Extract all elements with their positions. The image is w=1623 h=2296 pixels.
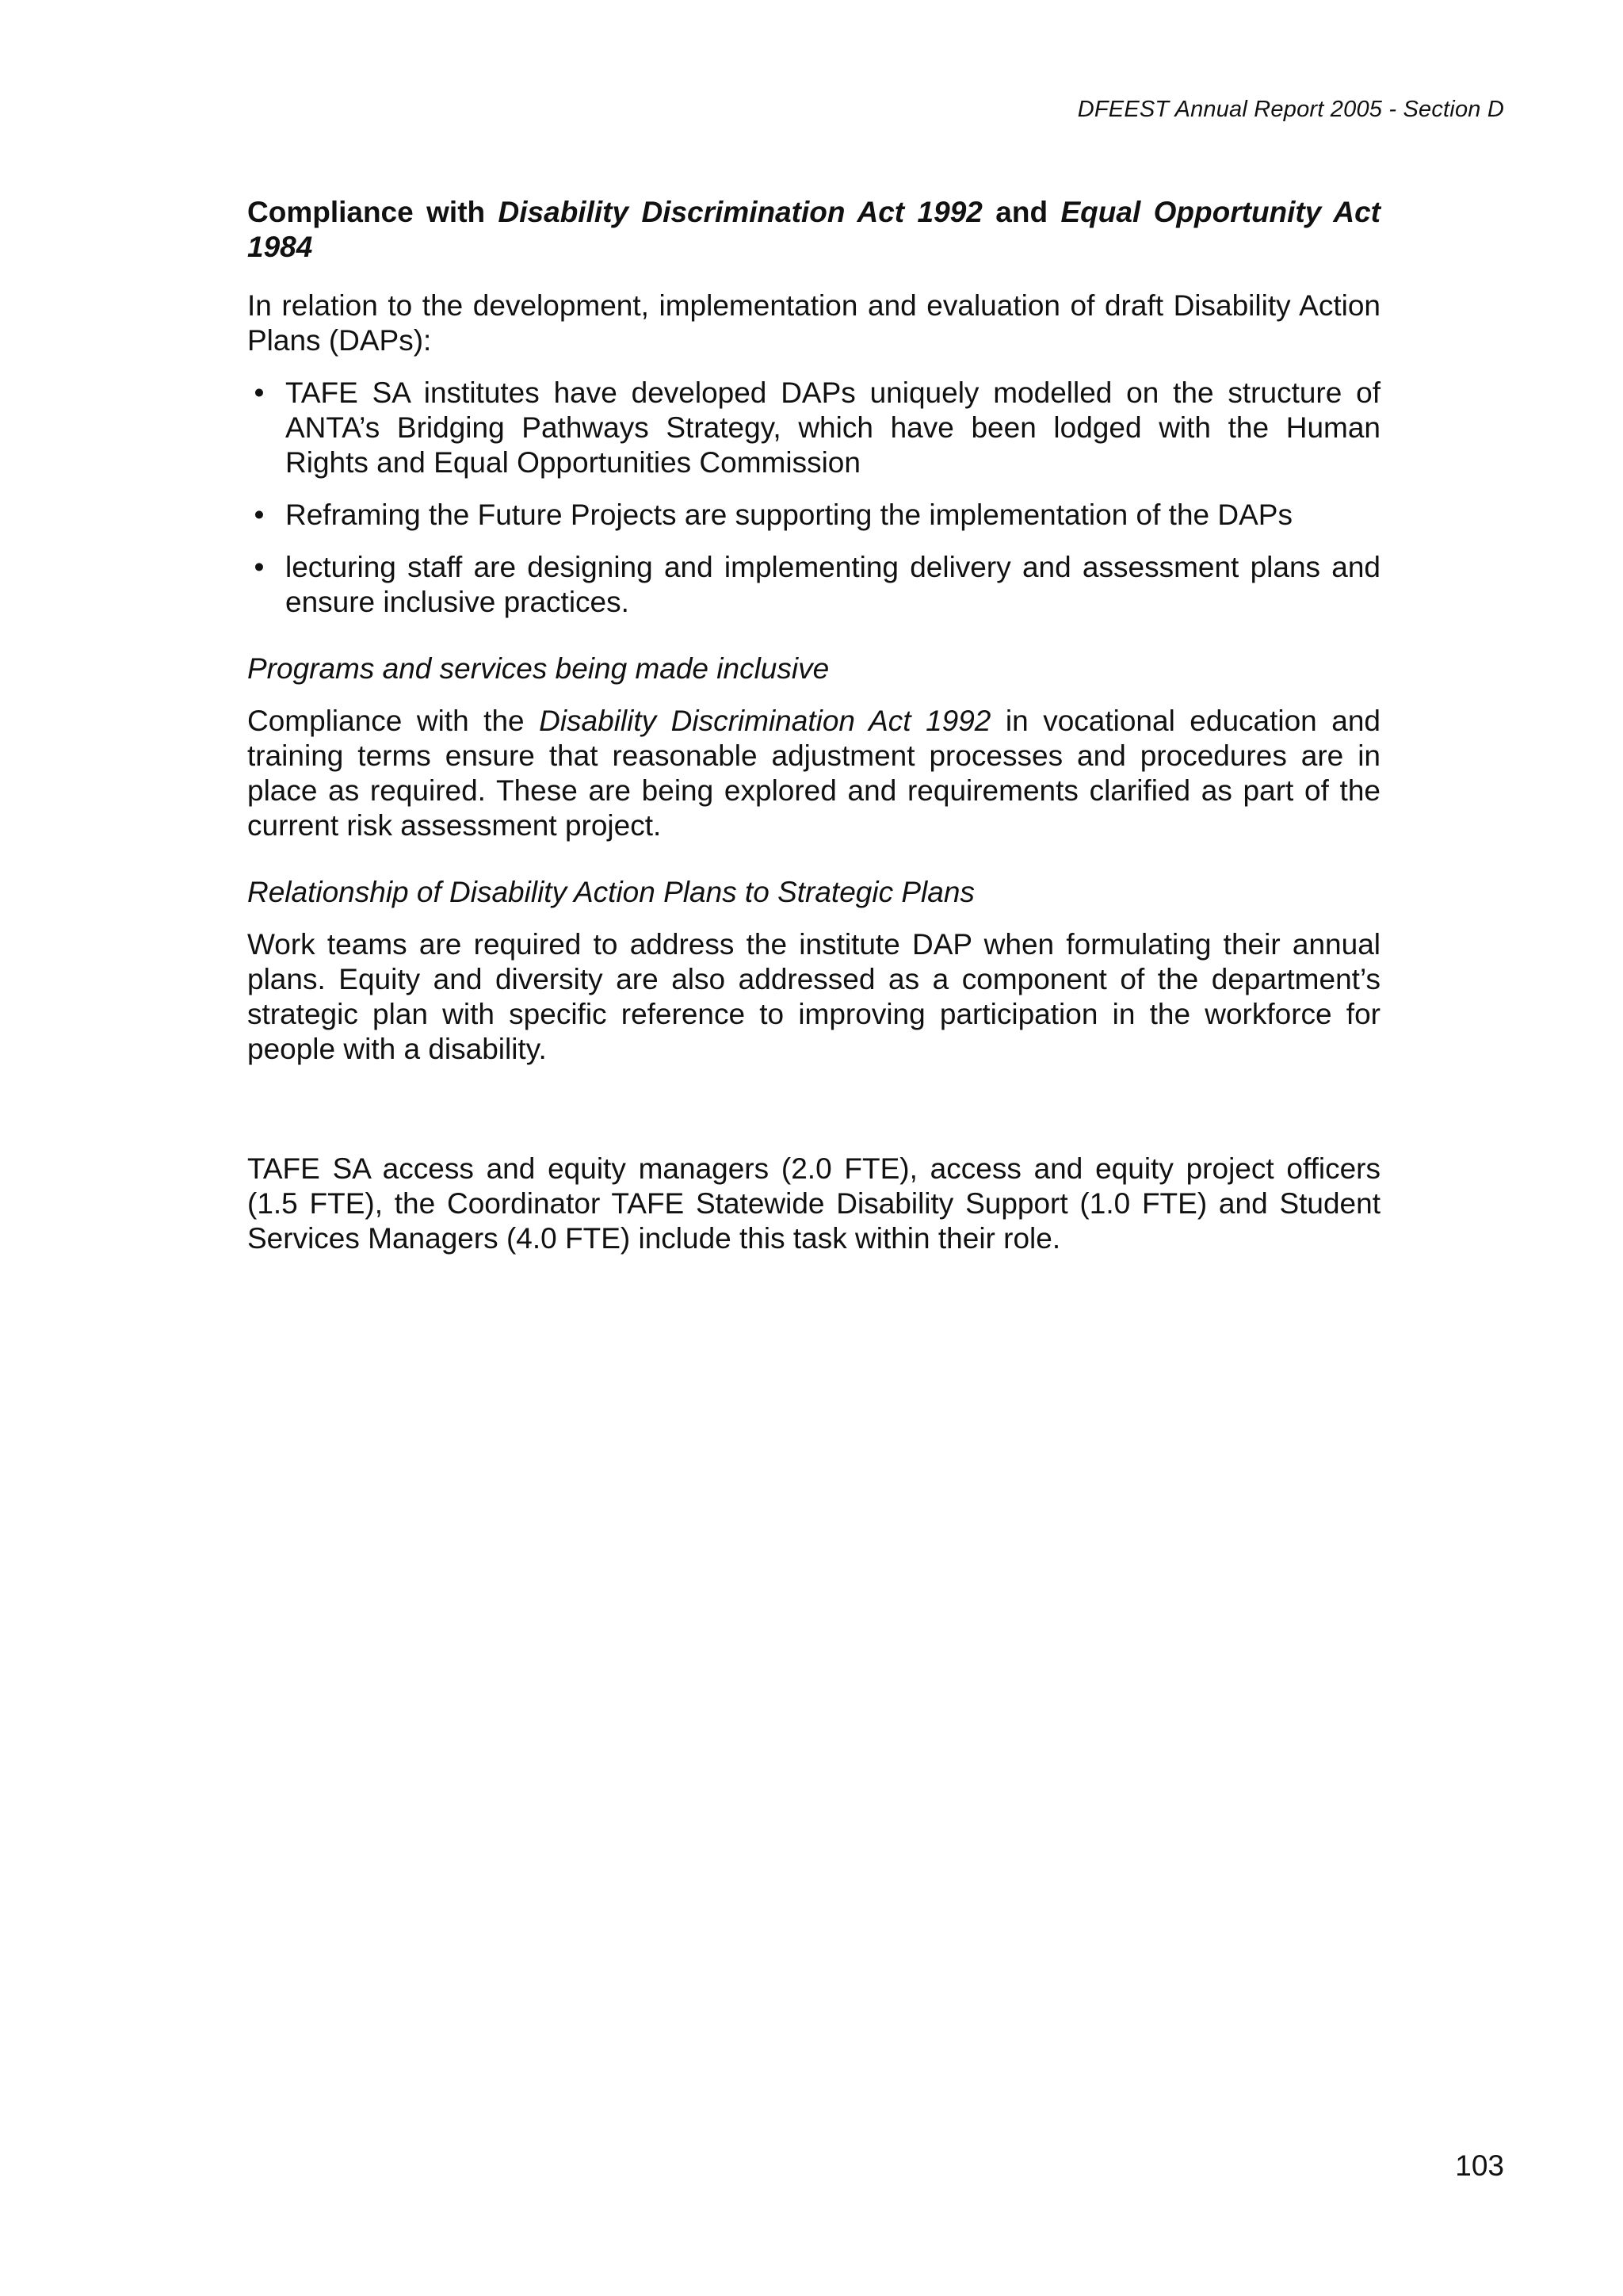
heading-act-2: Equal Opportunity Act 1984 (247, 196, 1381, 263)
list-item-text: TAFE SA institutes have developed DAPs uniquely modelled on the structure of ANTA’s Bridging Pathways Strategy, which have been lodged with the Human Rights and Equal Opportunities Commission (285, 376, 1381, 479)
intro-paragraph: In relation to the development, implementation and evaluation of draft Disability Action Plans (DAPs): (247, 289, 1381, 357)
heading-text-and: and (982, 196, 1061, 228)
heading-act-1: Disability Discrimination Act 1992 (498, 196, 983, 228)
list-item-text: lecturing staff are designing and implementing delivery and assessment plans and ensure inclusive practices. (285, 551, 1381, 618)
bullet-icon: • (254, 551, 265, 583)
page-number: 103 (1455, 2149, 1504, 2182)
running-header: DFEEST Annual Report 2005 - Section D (1077, 97, 1504, 122)
staffing-paragraph: TAFE SA access and equity managers (2.0 FTE), access and equity project officers (1.5 FTE), the Coordinator TAFE Statewide Disability Support (1.0 FTE) and Student Services Managers (4.0 FTE) include this task within their role. (247, 1152, 1381, 1255)
bullet-icon: • (254, 499, 265, 531)
programs-subheading: Programs and services being made inclusive (247, 652, 830, 685)
programs-act: Disability Discrimination Act 1992 (539, 705, 991, 737)
programs-paragraph (247, 704, 1381, 843)
list-item (247, 376, 1381, 480)
relationship-subheading: Relationship of Disability Action Plans to Strategic Plans (247, 876, 975, 908)
page-body (247, 195, 1381, 1256)
programs-text-2: in vocational education and training terms ensure that reasonable adjustment processes and procedures are in place as required. These are being explored and requirements clarified as part of the current risk assessment project. (247, 705, 1381, 842)
programs-text-1: Compliance with the (247, 705, 540, 737)
relationship-paragraph: Work teams are required to address the institute DAP when formulating their annual plans. Equity and diversity are also addressed as a component of the department’s strategic plan with specific reference to improving participation in the workforce for people with a disability. (247, 928, 1381, 1065)
list-item (247, 498, 1381, 533)
bullet-icon: • (254, 376, 265, 409)
heading-text-1: Compliance with (247, 196, 498, 228)
list-item (247, 550, 1381, 620)
list-item-text: Reframing the Future Projects are supporting the implementation of the DAPs (285, 499, 1293, 531)
section-heading (247, 195, 1381, 265)
bullet-list (247, 376, 1381, 620)
